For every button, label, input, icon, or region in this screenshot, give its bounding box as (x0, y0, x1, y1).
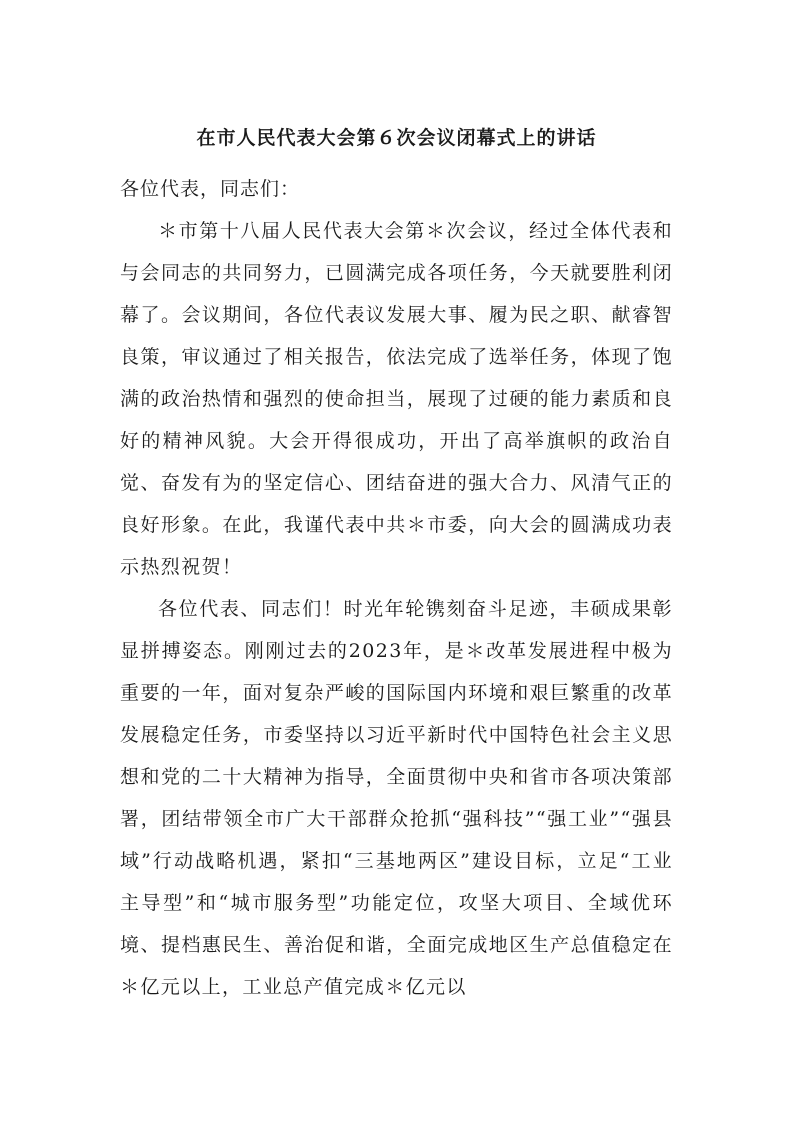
document-title: 在市人民代表大会第６次会议闭幕式上的讲话 (196, 127, 597, 149)
paragraph-2: 各位代表、同志们！时光年轮镌刻奋斗足迹，丰硕成果彰显拼搏姿态。刚刚过去的2023年，是＊改革发展进程中极为重要的一年，面对复杂严峻的国际国内环境和艰巨繁重的改革发展稳定任务，市委坚持以习近平新时代中国特色社会主义思想和党的二十大精神为指导，全面贯彻中央和省市各项决策部署，团结带领全市广大干部群众抢抓“强科技”“强工业”“强县域”行动战略机遇，紧扣“三基地两区”建设目标，立足“工业主导型”和“城市服务型”功能定位，攻坚大项目、全域优环境、提档惠民生、善治促和谐，全面完成地区生产总值稳定在＊亿元以上，工业总产值完成＊亿元以 (120, 598, 673, 998)
paragraph-1: ＊市第十八届人民代表大会第＊次会议，经过全体代表和与会同志的共同努力，已圆满完成各项任务，今天就要胜利闭幕了。会议期间，各位代表议发展大事、履为民之职、献睿智良策，审议通过了相关报告，依法完成了选举任务，体现了饱满的政治热情和强烈的使命担当，展现了过硬的能力素质和良好的精神风貌。大会开得很成功，开出了高举旗帜的政治自觉、奋发有为的坚定信心、团结奋进的强大合力、风清气正的良好形象。在此，我谨代表中共＊市委，向大会的圆满成功表示热烈祝贺！ (120, 220, 673, 578)
document-body (120, 168, 673, 1008)
salutation: 各位代表，同志们： (120, 178, 301, 200)
